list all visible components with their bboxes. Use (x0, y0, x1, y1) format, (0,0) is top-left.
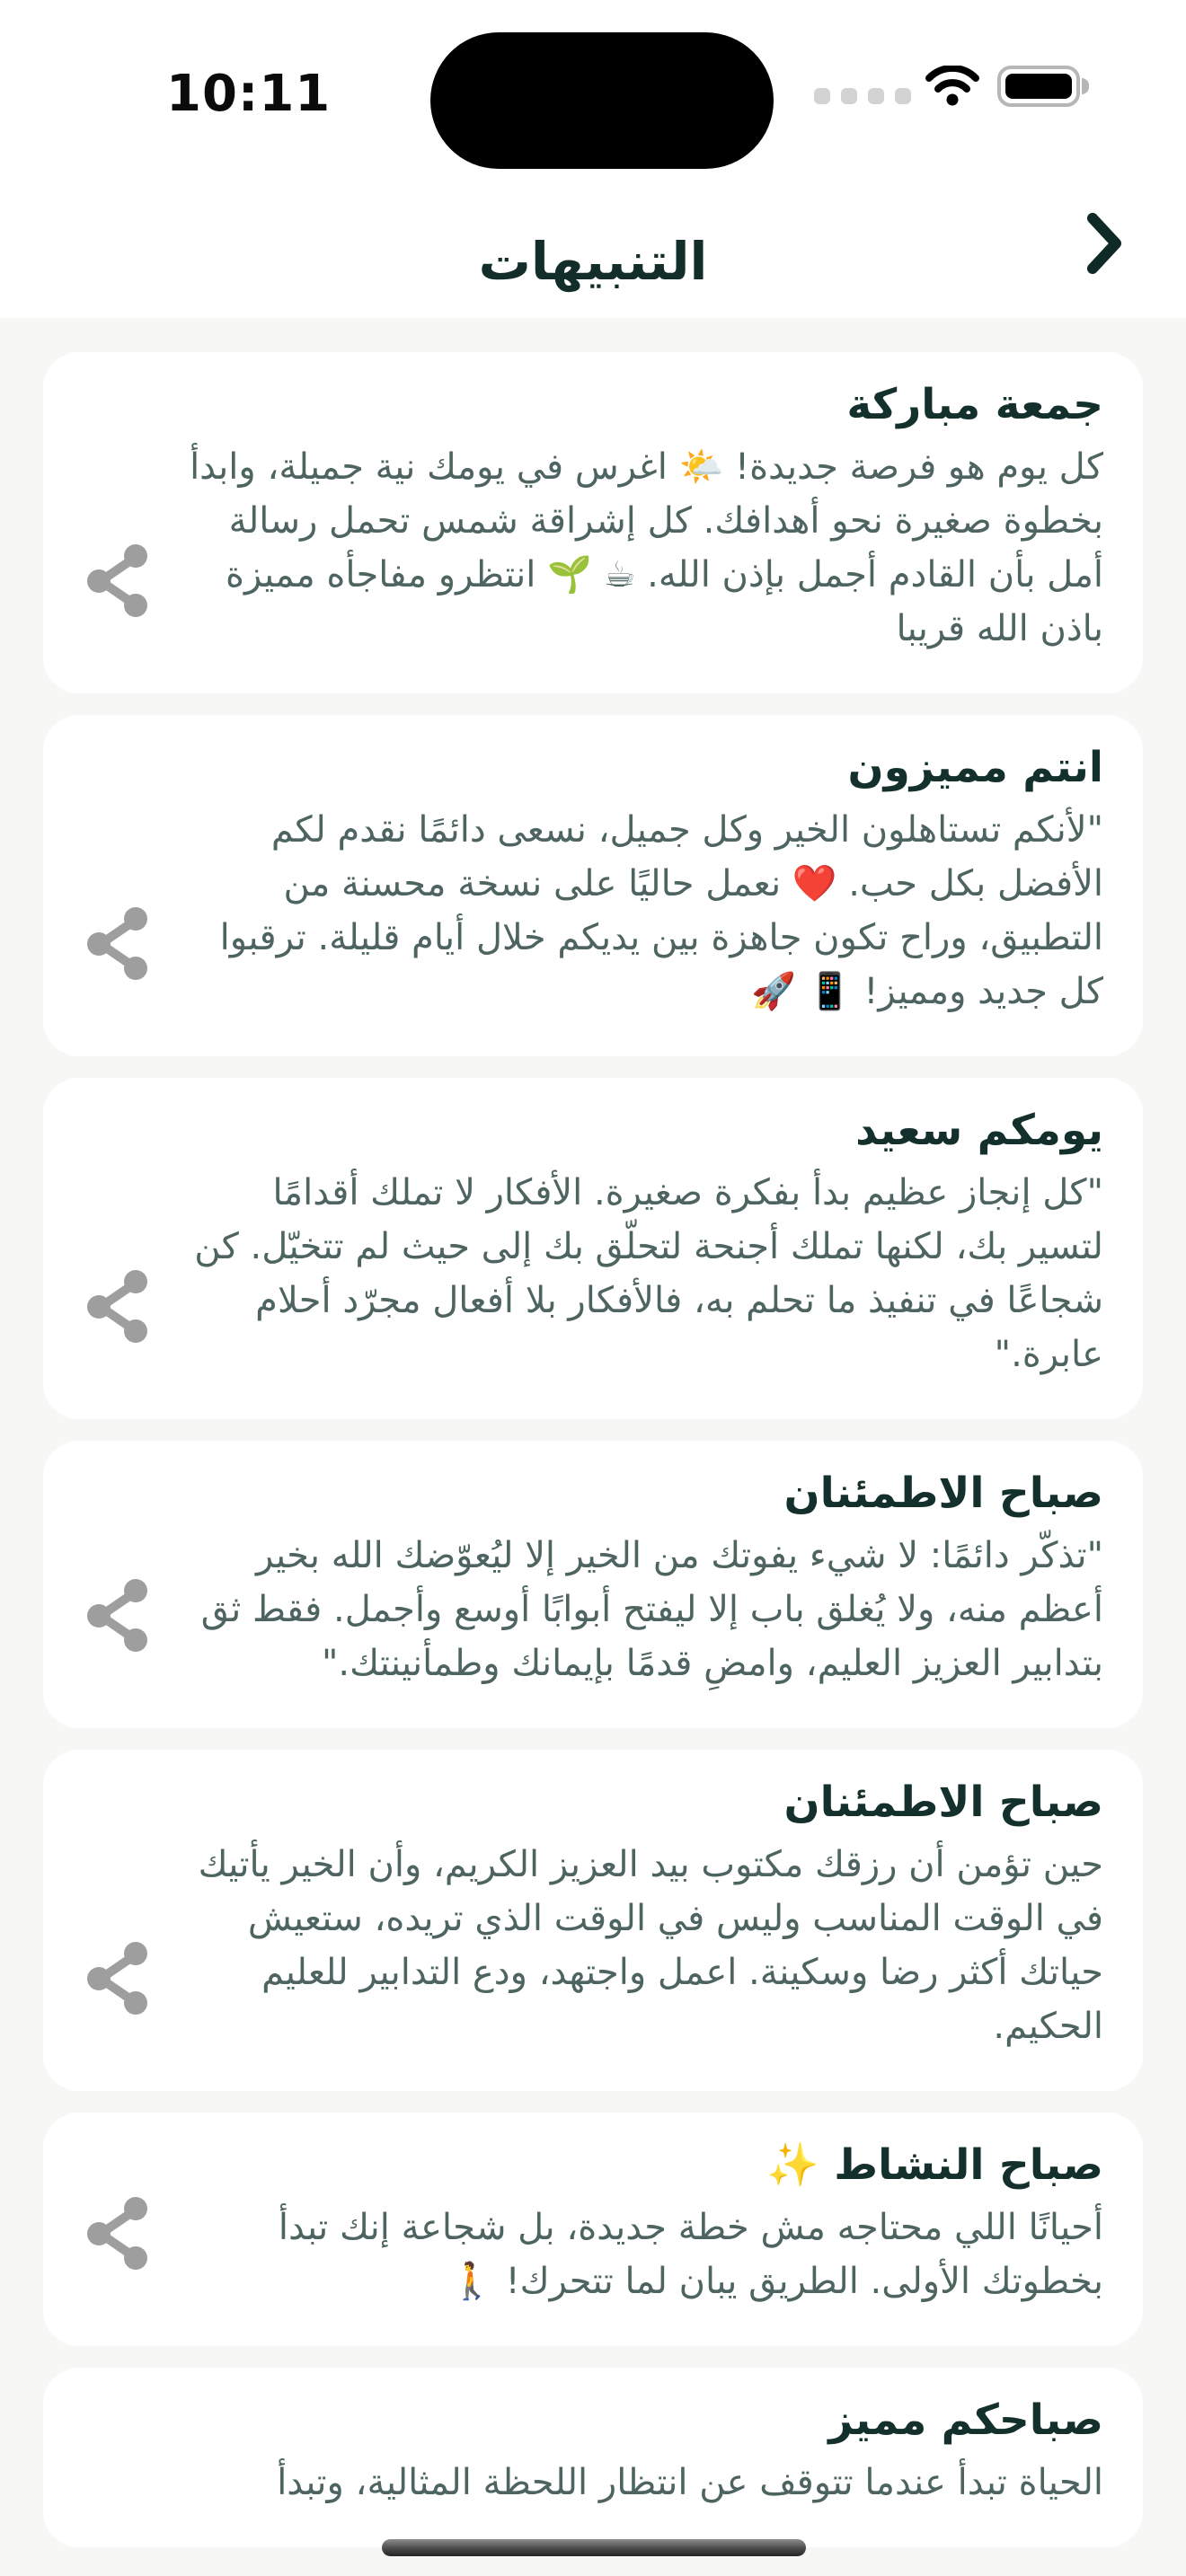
share-button[interactable] (81, 1266, 153, 1345)
cellular-signal-icon (814, 88, 911, 104)
notification-body: "كل إنجاز عظيم بدأ بفكرة صغيرة. الأفكار لا تملك أقدامًا لتسير بك، لكنها تملك أجنحة لتحلّق بك إلى حيث لم تتخيّل. كن شجاعًا في تنفيذ ما تحلم به، فالأفكار بلا أفعال مجرّد أحلام عابرة." (194, 1172, 1103, 1375)
notification-body: كل يوم هو فرصة جديدة! 🌤️ اغرس في يومك نية جميلة، وابدأ بخطوة صغيرة نحو أهدافك. كل إشراقة شمس تحمل رسالة أمل بأن القادم أجمل بإذن الله. ☕ 🌱 انتظرو مفاجأه مميزة باذن الله قريبا (190, 446, 1103, 649)
notification-title: صباح الاطمئنان (783, 1778, 1103, 1827)
share-button[interactable] (81, 904, 153, 983)
dynamic-island (430, 32, 774, 169)
status-icons (814, 63, 1080, 110)
notification-card[interactable] (43, 1441, 1143, 1728)
notification-card[interactable] (43, 2368, 1143, 2547)
header (0, 0, 1186, 318)
notification-list (0, 318, 1186, 2547)
notification-title: انتم مميزون (847, 743, 1103, 792)
share-nodes-icon (81, 1575, 153, 1654)
share-nodes-icon (81, 541, 153, 620)
page-title: التنبيهات (478, 230, 708, 292)
notification-title: يومكم سعيد (855, 1106, 1103, 1155)
notification-body: "تذكّر دائمًا: لا شيء يفوتك من الخير إلا ليُعوّضك الله بخير أعظم منه، ولا يُغلق باب إلا ليفتح أبوابًا أوسع وأجمل. فقط ثق بتدابير العزيز العليم، وامضِ قدمًا بإيمانك وطمأنينتك." (200, 1535, 1103, 1684)
battery-icon (997, 66, 1080, 107)
share-nodes-icon (81, 904, 153, 983)
notification-title: صباحكم مميز (828, 2395, 1103, 2445)
notification-card[interactable] (43, 1750, 1143, 2091)
back-button[interactable] (1076, 205, 1134, 282)
nav-bar (0, 180, 1186, 318)
notification-title: صباح الاطمئنان (783, 1469, 1103, 1518)
share-button[interactable] (81, 1938, 153, 2017)
notification-card[interactable] (43, 1078, 1143, 1419)
notification-card[interactable] (43, 2113, 1143, 2346)
home-indicator[interactable] (382, 2539, 806, 2556)
chevron-right-icon (1085, 211, 1125, 276)
share-nodes-icon (81, 1266, 153, 1345)
status-bar (0, 0, 1186, 180)
wifi-icon (925, 66, 979, 107)
share-nodes-icon (81, 2193, 153, 2272)
notification-card[interactable] (43, 352, 1143, 693)
share-button[interactable] (81, 1575, 153, 1654)
share-button[interactable] (81, 541, 153, 620)
notification-card[interactable] (43, 715, 1143, 1056)
status-time: 10:11 (166, 65, 332, 123)
notification-title: جمعة مباركة (846, 380, 1103, 429)
share-button[interactable] (81, 2193, 153, 2272)
notification-body: أحيانًا اللي محتاجه مش خطة جديدة، بل شجاعة إنك تبدأ بخطوتك الأولى. الطريق يبان لما تتحرك! 🚶 (278, 2207, 1103, 2302)
notification-body: الحياة تبدأ عندما تتوقف عن انتظار اللحظة المثالية، وتبدأ (277, 2462, 1103, 2503)
share-nodes-icon (81, 1938, 153, 2017)
notification-title: صباح النشاط ✨ (766, 2140, 1103, 2190)
notification-body: حين تؤمن أن رزقك مكتوب بيد العزيز الكريم، وأن الخير يأتيك في الوقت المناسب وليس في الوقت الذي تريده، ستعيش حياتك أكثر رضا وسكينة. اعمل واجتهد، ودع التدابير للعليم الحكيم. (198, 1844, 1103, 2047)
notification-body: "لأنكم تستاهلون الخير وكل جميل، نسعى دائمًا نقدم لكم الأفضل بكل حب. ❤️ نعمل حاليًا على نسخة محسنة من التطبيق، وراح تكون جاهزة بين يديكم خلال أيام قليلة. ترقبوا كل جديد ومميز! 📱 🚀 (219, 809, 1103, 1012)
